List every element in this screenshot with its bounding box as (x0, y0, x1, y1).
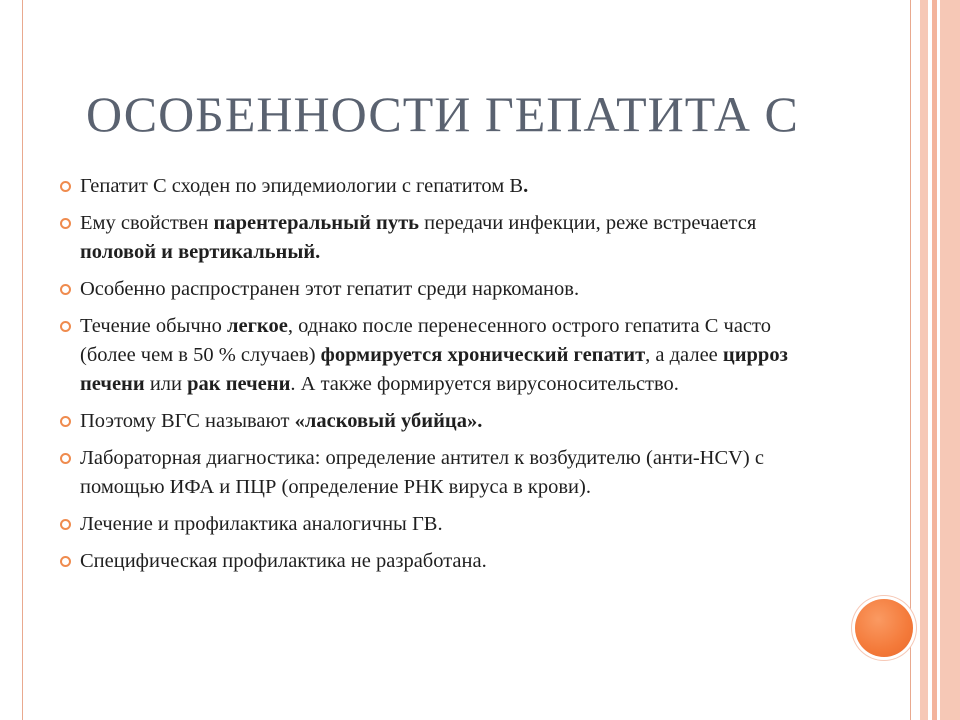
bullet-item (60, 444, 800, 502)
bullet-text-bold: парентеральный путь (213, 212, 419, 234)
bullet-text: , однако после перенесенного острого гепатита С часто (более чем в 50 % случаев) (80, 315, 771, 366)
bullet-text: , а далее (645, 344, 723, 366)
bullet-list (60, 172, 800, 584)
slide-title: ОСОБЕННОСТИ ГЕПАТИТА С (86, 86, 799, 142)
ring-bullet-icon (60, 556, 71, 567)
bullet-text-bold: рак печени (187, 373, 291, 395)
bullet-item (60, 407, 800, 436)
ring-bullet-icon (60, 519, 71, 530)
bullet-text: Ему свойствен (80, 212, 214, 234)
bullet-text-bold: . (523, 175, 529, 197)
bullet-item (60, 312, 800, 399)
bullet-text: Гепатит С сходен по эпидемиологии с гепатитом В (80, 175, 524, 197)
bullet-text-bold: формируется хронический гепатит (320, 344, 646, 366)
bullet-text: Лечение и профилактика аналогичны ГВ. (80, 513, 443, 535)
bullet-text: или (144, 373, 188, 395)
bullet-text: передачи инфекции, реже встречается (419, 212, 757, 234)
decorative-stripe (920, 0, 928, 720)
bullet-text: Специфическая профилактика не разработана. (80, 550, 487, 572)
decorative-circle-icon (855, 599, 913, 657)
bullet-text-bold: легкое (227, 315, 288, 337)
bullet-item (60, 209, 800, 267)
ring-bullet-icon (60, 181, 71, 192)
bullet-text-bold: цирроз печени (80, 344, 788, 395)
ring-bullet-icon (60, 453, 71, 464)
bullet-text: Течение обычно (80, 315, 228, 337)
bullet-text: Поэтому ВГС называют (80, 410, 295, 432)
bullet-item (60, 172, 800, 201)
bullet-text-bold: половой и вертикальный. (80, 241, 321, 263)
bullet-item (60, 510, 800, 539)
ring-bullet-icon (60, 416, 71, 427)
ring-bullet-icon (60, 284, 71, 295)
decorative-stripe (940, 0, 960, 720)
ring-bullet-icon (60, 321, 71, 332)
bullet-text: Особенно распространен этот гепатит среди наркоманов. (80, 278, 580, 300)
bullet-text-bold: «ласковый убийца». (294, 410, 483, 432)
bullet-item (60, 275, 800, 304)
ring-bullet-icon (60, 218, 71, 229)
bullet-text: . А также формируется вирусоносительство. (290, 373, 679, 395)
bullet-item (60, 547, 800, 576)
bullet-text: Лабораторная диагностика: определение антител к возбудителю (анти-HCV) с помощью ИФА и ПЦР (определение РНК вируса в крови). (80, 447, 764, 498)
